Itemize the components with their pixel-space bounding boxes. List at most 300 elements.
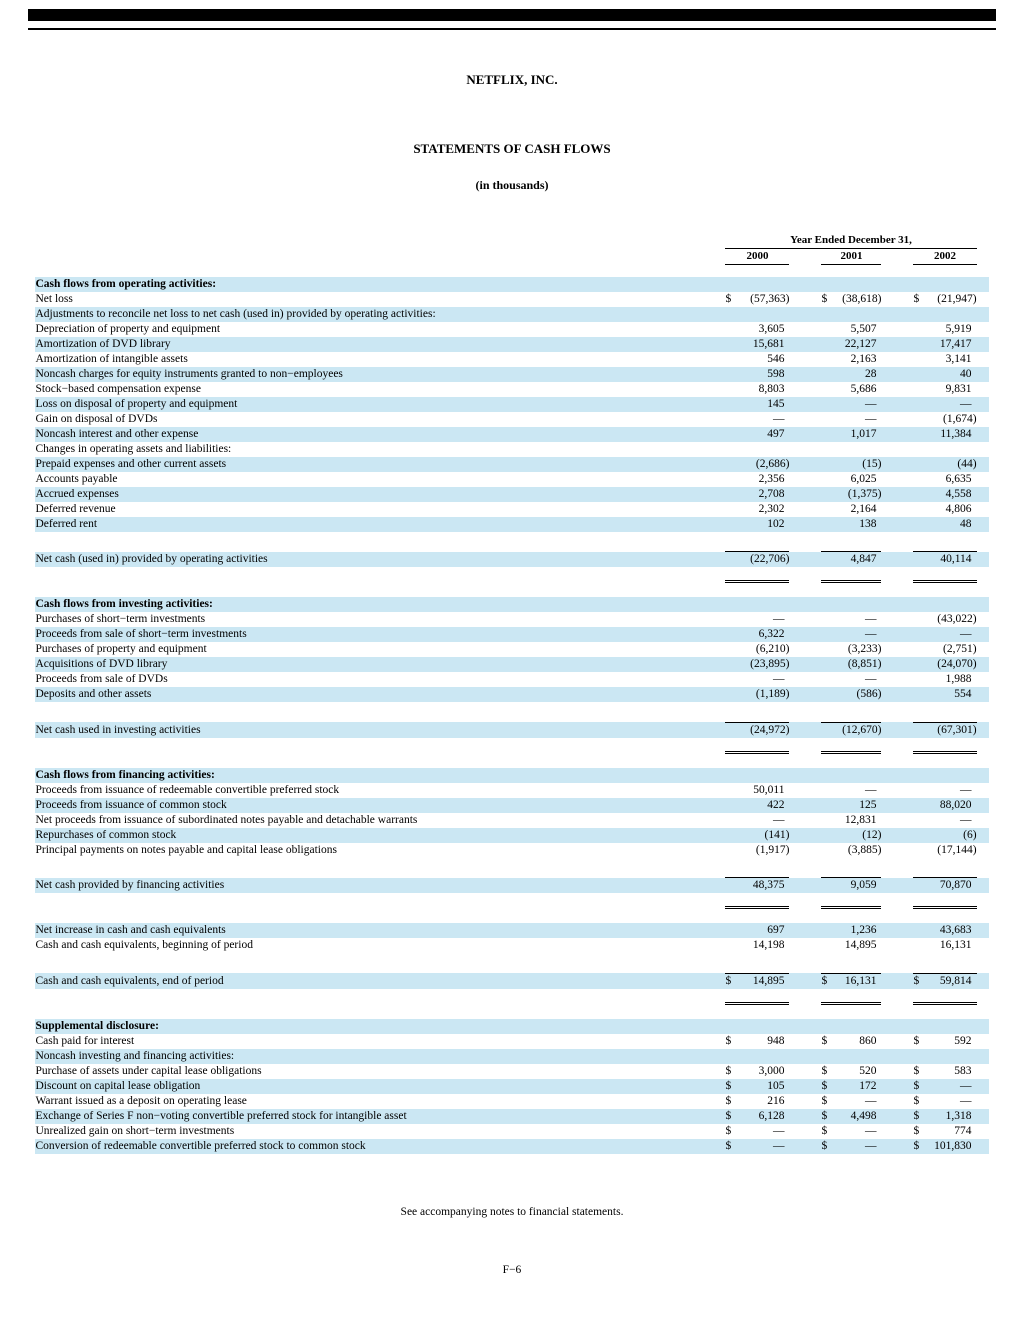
currency-symbol [913,517,927,532]
row-pad [977,1139,989,1154]
row-label: Conversion of redeemable convertible preferred stock to common stock [35,1139,366,1152]
currency-symbol [913,813,927,828]
spacer-cell [821,265,881,277]
table-row [35,322,988,337]
column-gap [789,517,821,532]
amount-cell: 125 [859,798,877,811]
spacer-label [35,858,725,878]
header-pad [977,233,989,249]
amount-cell: (17,144) [937,843,977,856]
amount-cell: 105 [767,1079,785,1092]
row-pad [977,1079,989,1094]
spacer-cell [821,583,881,597]
table-row [35,627,988,642]
row-pad [977,754,989,768]
currency-symbol [725,878,739,894]
double-rule-row [35,567,988,583]
amount-cell: 2,356 [758,472,785,485]
column-gap [881,923,913,938]
amount-cell: (57,363) [750,292,790,305]
column-gap [789,923,821,938]
table-row [35,412,988,427]
row-pad [977,923,989,938]
amount-cell: 8,803 [758,382,785,395]
column-gap [881,612,913,627]
amount-cell: 14,895 [844,939,877,951]
currency-symbol [725,472,739,487]
column-gap [789,878,821,894]
currency-symbol [913,657,927,672]
currency-symbol: $ [725,1079,732,1092]
currency-symbol [725,322,739,337]
row-pad [977,938,989,953]
row-pad [977,612,989,627]
row-pad [977,502,989,517]
amount-cell: 11,384 [940,427,972,440]
column-gap [789,893,821,909]
currency-symbol: $ [821,1034,828,1047]
row-pad [977,1034,989,1049]
amount-cell: (141) [764,828,790,841]
double-rule [821,738,881,754]
row-label: Accrued expenses [35,487,119,500]
row-label: Stock−based compensation expense [35,382,201,395]
column-gap [881,457,913,472]
column-gap [881,738,913,754]
row-label: Unrealized gain on short−term investments [35,1124,235,1137]
currency-symbol: $ [821,1109,828,1122]
row-pad [977,953,989,973]
table-row [35,427,988,442]
table-row [35,457,988,472]
amount-cell: 1,988 [945,673,972,685]
currency-symbol [913,722,927,738]
row-pad [977,989,989,1005]
table-row [35,843,988,858]
single-rule [725,953,789,973]
column-gap [789,532,821,552]
column-gap [881,367,913,382]
row-pad [977,1109,989,1124]
amount-cell: 48 [960,517,972,530]
column-gap [881,583,913,597]
column-gap [789,1124,821,1139]
single-rule [725,858,789,878]
currency-symbol [725,687,739,702]
currency-symbol: $ [821,1079,828,1092]
amount-cell: 1,318 [945,1109,972,1122]
year-col-2000: 2000 [725,249,789,265]
double-rule [913,989,976,1005]
currency-symbol [725,552,739,568]
single-rule [913,532,976,552]
amount-cell: — [960,397,972,410]
table-row [35,687,988,702]
row-label: Exchange of Series F non−voting convertible preferred stock for intangible asset [35,1109,407,1122]
row-fill [725,442,988,457]
column-gap [789,352,821,367]
spacer-label [35,754,725,768]
amount-cell: 697 [767,924,785,936]
amount-cell: (12,670) [842,723,882,736]
amount-cell: 592 [954,1034,972,1047]
amount-cell: 138 [859,517,877,530]
currency-symbol [725,657,739,672]
currency-symbol [725,783,739,798]
currency-symbol [821,427,835,442]
currency-symbol [913,642,927,657]
row-pad [977,552,989,568]
column-gap [881,893,913,909]
row-pad [977,687,989,702]
column-gap [789,953,821,973]
amount-cell: (22,706) [750,553,790,565]
column-gap [881,1034,913,1049]
row-label: Cash and cash equivalents, end of period [35,974,224,987]
row-label: Changes in operating assets and liabilities: [35,442,232,455]
spacer-label [35,738,725,754]
row-fill [725,1019,988,1034]
amount-cell: — [772,673,785,685]
amount-cell: (24,070) [937,658,977,670]
column-gap [881,427,913,442]
amount-cell: (586) [856,688,882,700]
row-pad [977,517,989,532]
column-gap [881,973,913,989]
amount-cell: 16,131 [844,974,877,987]
currency-symbol [913,783,927,798]
spacer-cell [913,754,976,768]
row-pad [977,292,989,307]
amount-cell: — [772,412,785,425]
section-header-row [35,597,988,612]
column-gap [789,337,821,352]
currency-symbol: $ [821,1094,828,1107]
table-row [35,472,988,487]
row-pad [977,858,989,878]
row-pad [977,702,989,722]
column-gap [789,567,821,583]
amount-cell: — [960,813,972,826]
row-fill [725,307,988,322]
amount-cell: 2,164 [850,502,877,515]
column-gap [881,722,913,738]
table-row [35,397,988,412]
amount-cell: — [960,628,972,640]
row-label: Discount on capital lease obligation [35,1079,201,1092]
column-gap [789,367,821,382]
currency-symbol: $ [821,292,828,305]
amount-cell: 43,683 [939,924,972,936]
double-rule-row [35,738,988,754]
row-pad [977,427,989,442]
currency-symbol [821,502,835,517]
row-label: Acquisitions of DVD library [35,658,168,670]
row-pad [977,843,989,858]
rule-row [35,702,988,722]
year-col-2002: 2002 [913,249,976,265]
currency-symbol [913,828,927,843]
row-pad [977,397,989,412]
table-row [35,722,988,738]
column-gap [881,878,913,894]
currency-symbol [725,337,739,352]
column-gap [881,397,913,412]
currency-symbol [913,412,927,427]
amount-cell: (3,233) [847,643,882,655]
spacer-label [35,989,725,1005]
currency-symbol [821,487,835,502]
spacer-cell [821,754,881,768]
currency-symbol [725,938,739,953]
amount-cell: (24,972) [750,723,790,736]
column-gap [881,754,913,768]
amount-cell: 4,498 [850,1109,877,1122]
spacer-label [35,893,725,909]
column-gap [881,642,913,657]
row-pad [977,642,989,657]
amount-cell: (23,895) [750,658,790,670]
column-gap [789,412,821,427]
currency-symbol [725,517,739,532]
single-rule [913,953,976,973]
currency-symbol [913,552,927,568]
currency-symbol [913,612,927,627]
row-label: Purchases of property and equipment [35,643,207,655]
column-gap [881,843,913,858]
column-gap [881,532,913,552]
table-row [35,487,988,502]
column-gap [789,657,821,672]
table-row [35,1109,988,1124]
column-gap [789,552,821,568]
double-rule-row [35,893,988,909]
row-label: Proceeds from issuance of redeemable convertible preferred stock [35,783,340,796]
currency-symbol [821,813,835,828]
table-row [35,612,988,627]
currency-symbol [725,487,739,502]
column-gap [789,1094,821,1109]
row-label: Accounts payable [35,472,118,485]
amount-cell: (1,375) [847,487,882,500]
row-fill [725,768,988,783]
amount-cell: 6,128 [758,1109,785,1122]
row-fill [725,1049,988,1064]
table-row [35,352,988,367]
currency-symbol [821,322,835,337]
row-pad [977,412,989,427]
column-gap [789,583,821,597]
spacer-cell [821,1005,881,1019]
row-label: Loss on disposal of property and equipment [35,397,238,410]
amount-cell: 216 [767,1094,785,1107]
row-label: Purchase of assets under capital lease obligations [35,1064,262,1077]
spacer-row [35,265,988,277]
currency-symbol [821,657,835,672]
amount-cell: (6) [963,828,977,841]
amount-cell: 4,847 [850,553,877,565]
column-gap [789,828,821,843]
column-gap [789,909,821,923]
column-gap [881,627,913,642]
amount-cell: 102 [767,517,785,530]
row-label: Amortization of DVD library [35,337,171,350]
row-label: Repurchases of common stock [35,828,177,841]
row-label: Cash paid for interest [35,1034,135,1047]
row-label: Warrant issued as a deposit on operating lease [35,1094,247,1107]
row-pad [977,472,989,487]
amount-cell: 1,236 [850,924,877,936]
currency-symbol: $ [913,974,920,987]
currency-symbol [725,672,739,687]
amount-cell: 5,686 [850,382,877,395]
spacer-cell [913,265,976,277]
amount-cell: 6,322 [758,628,785,640]
single-rule [821,858,881,878]
row-pad [977,1094,989,1109]
column-gap [881,1064,913,1079]
amount-cell: 554 [954,688,972,700]
section-header-row [35,277,988,292]
column-gap [789,843,821,858]
amount-cell: 145 [767,397,785,410]
column-gap [881,472,913,487]
amount-cell: 3,000 [758,1064,785,1077]
column-gap [789,672,821,687]
amount-cell: 9,831 [945,382,972,395]
double-rule [821,989,881,1005]
amount-cell: 4,558 [945,487,972,500]
row-pad [977,265,989,277]
double-rule [725,567,789,583]
column-gap [789,627,821,642]
currency-symbol [821,517,835,532]
row-pad [977,813,989,828]
year-col-2001: 2001 [821,249,881,265]
statement-title: STATEMENTS OF CASH FLOWS [413,141,611,156]
double-rule [913,893,976,909]
table-row [35,813,988,828]
row-pad [977,367,989,382]
column-gap [881,1139,913,1154]
row-pad [977,627,989,642]
double-rule [725,893,789,909]
currency-symbol [913,843,927,858]
row-pad [977,1064,989,1079]
table-row [35,307,988,322]
amount-cell: — [864,1094,877,1107]
row-pad [977,783,989,798]
amount-cell: 497 [767,427,785,440]
spacer-row [35,754,988,768]
row-fill [725,277,988,292]
amount-cell: 2,302 [758,502,785,515]
spacer-row [35,909,988,923]
currency-symbol: $ [913,1109,920,1122]
currency-symbol [913,923,927,938]
row-pad [977,893,989,909]
amount-cell: 40,114 [940,553,972,565]
row-label: Proceeds from issuance of common stock [35,798,227,811]
currency-symbol [913,672,927,687]
currency-symbol [821,642,835,657]
amount-cell: — [864,783,877,796]
amount-cell: 3,605 [758,322,785,335]
column-gap [881,783,913,798]
currency-symbol: $ [913,1139,920,1152]
row-fill [725,597,988,612]
row-pad [977,532,989,552]
row-pad [977,352,989,367]
single-rule [821,953,881,973]
column-gap [881,322,913,337]
column-gap [881,337,913,352]
currency-symbol [821,397,835,412]
amount-cell: 40 [960,367,972,380]
currency-symbol [725,457,739,472]
row-label: Proceeds from sale of DVDs [35,673,168,685]
spacer-row [35,583,988,597]
amount-cell: 3,141 [945,352,972,365]
currency-symbol [725,828,739,843]
row-label: Adjustments to reconcile net loss to net cash (used in) provided by operating activities: [35,307,436,320]
column-gap [881,517,913,532]
row-label: Noncash investing and financing activities: [35,1049,235,1062]
column-gap [789,1139,821,1154]
column-gap [881,938,913,953]
row-pad [977,567,989,583]
column-gap [881,502,913,517]
column-gap [789,1064,821,1079]
spacer-label [35,909,725,923]
amount-cell: — [772,813,785,826]
spacer-cell [725,265,789,277]
row-label: Cash and cash equivalents, beginning of period [35,939,253,951]
currency-symbol: $ [725,1124,732,1137]
amount-cell: (1,917) [755,843,790,856]
column-gap [881,813,913,828]
table-row [35,1049,988,1064]
spacer-cell [821,909,881,923]
table-row [35,502,988,517]
amount-cell: — [864,412,877,425]
currency-symbol [821,337,835,352]
amount-cell: (67,301) [937,723,977,736]
header-spacer [35,233,725,249]
company-name: NETFLIX, INC. [466,72,558,87]
currency-symbol [725,412,739,427]
table-row [35,938,988,953]
currency-symbol [725,722,739,738]
currency-symbol: $ [725,1139,732,1152]
amount-cell: 59,814 [939,974,972,987]
column-gap [881,249,913,265]
currency-symbol [725,502,739,517]
amount-cell: — [772,1139,785,1152]
amount-cell: 15,681 [752,337,785,350]
table-row [35,1034,988,1049]
row-label: Principal payments on notes payable and capital lease obligations [35,843,337,856]
currency-symbol [725,642,739,657]
amount-cell: (43,022) [937,613,977,625]
currency-symbol [821,687,835,702]
amount-cell: (15) [862,457,882,470]
spacer-cell [725,754,789,768]
amount-cell: 6,025 [850,472,877,485]
amount-cell: (44) [957,457,977,470]
row-label: Noncash charges for equity instruments granted to non−employees [35,367,343,380]
column-gap [881,1109,913,1124]
